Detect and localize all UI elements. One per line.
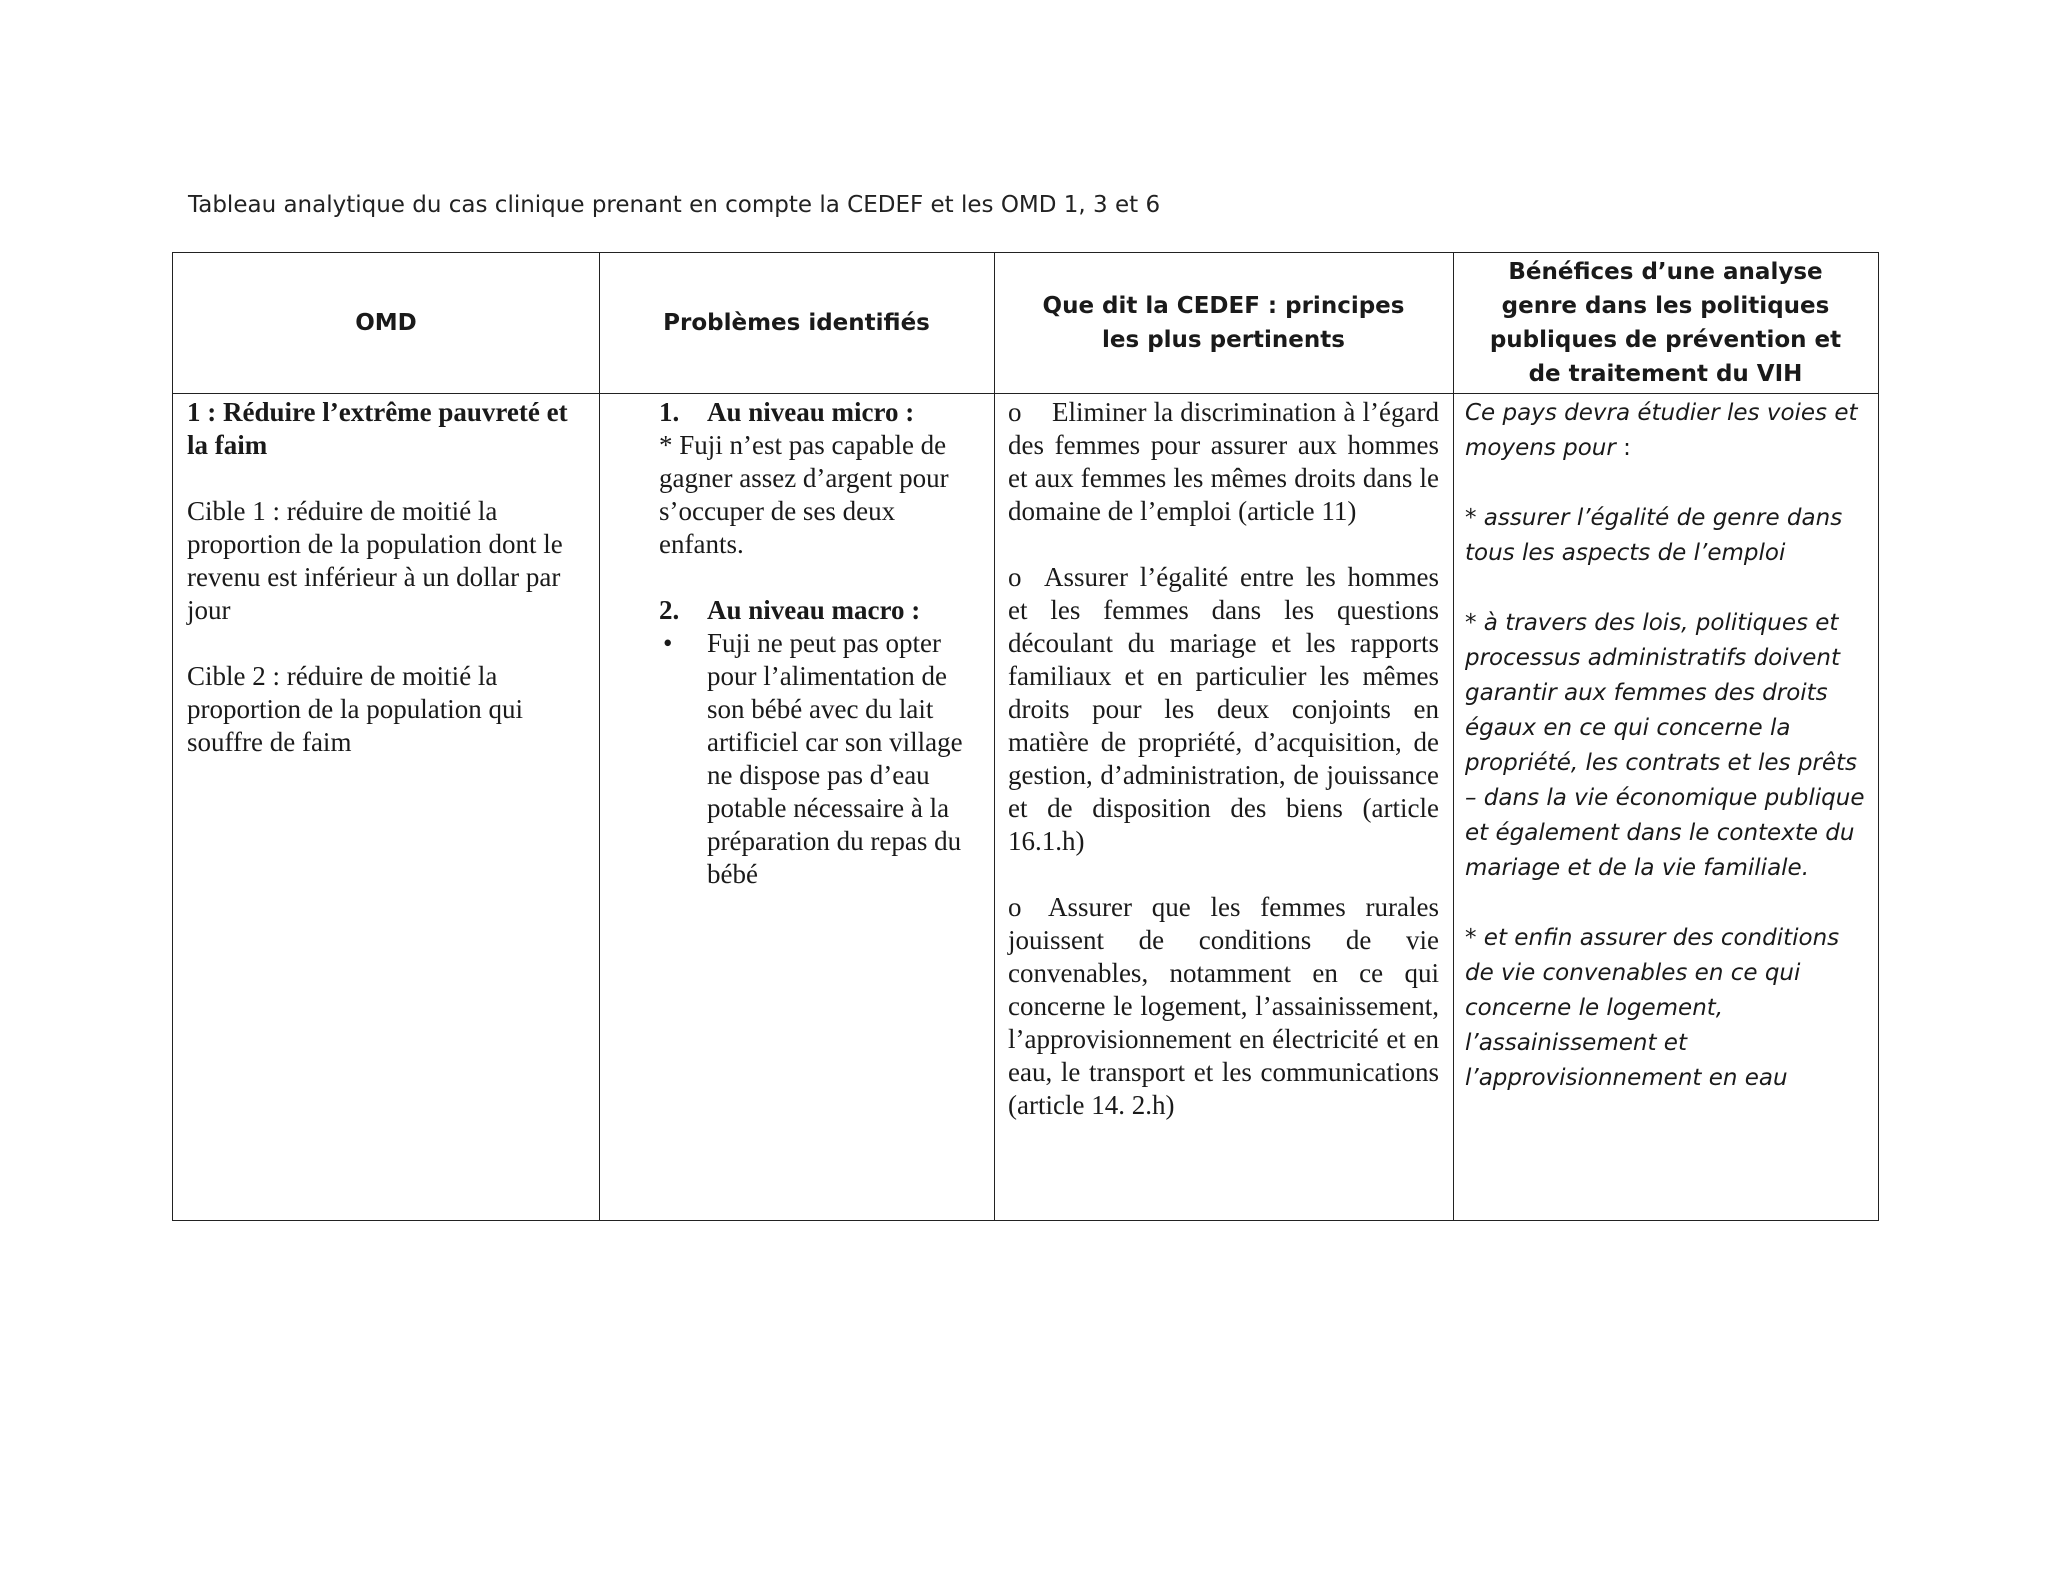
macro-heading xyxy=(659,594,979,627)
header-benefits: Bénéfices d’une analyse genre dans les politiques publiques de prévention et de traitement du VIH xyxy=(1489,259,1842,387)
micro-number: 1. xyxy=(659,397,680,427)
omd-target-2: Cible 2 : réduire de moitié la proportion de la population qui souffre de faim xyxy=(187,661,523,757)
micro-title: Au niveau micro : xyxy=(707,397,915,427)
list-item xyxy=(659,627,979,891)
cell-problems xyxy=(659,396,979,891)
cell-cedef xyxy=(1008,396,1439,1122)
header-problems: Problèmes identifiés xyxy=(663,310,930,336)
header-cedef: Que dit la CEDEF : principes les plus pertinents xyxy=(1042,293,1405,353)
column-divider xyxy=(599,253,600,1220)
omd-target-1: Cible 1 : réduire de moitié la proportion de la population dont le revenu est inférieur à un dollar par jour xyxy=(187,496,563,625)
cedef-principle-1: o Eliminer la discrimination à l’égard des femmes pour assurer aux hommes et aux femmes les mêmes droits dans le domaine de l’emploi (article 11) xyxy=(1008,397,1439,526)
benefit-item-1: * assurer l’égalité de genre dans tous les aspects de l’emploi xyxy=(1465,505,1843,566)
micro-heading xyxy=(659,396,979,429)
header-divider xyxy=(173,393,1878,394)
analysis-table xyxy=(172,252,1879,1221)
circle-bullet-icon: o xyxy=(1008,397,1022,427)
header-omd: OMD xyxy=(355,310,417,336)
column-divider xyxy=(1453,253,1454,1220)
macro-bullet-text: Fuji ne peut pas opter pour l’alimentation de son bébé avec du lait artificiel car son village ne dispose pas d’eau potable nécessaire à la préparation du repas du bébé xyxy=(707,628,963,889)
benefit-item-2: * à travers des lois, politiques et processus administratifs doivent garantir aux femmes des droits égaux en ce qui concerne la propriété, les contrats et les prêts – dans la vie économique publique et également dans le contexte du mariage et de la vie familiale. xyxy=(1465,610,1865,881)
bullet-icon: • xyxy=(663,628,673,658)
benefit-item-3: * et enfin assurer des conditions de vie convenables en ce qui concerne le logement, l’assainissement et l’approvisionnement en eau xyxy=(1465,925,1840,1091)
cedef-principle-2: o Assurer l’égalité entre les hommes et les femmes dans les questions découlant du mariage et les rapports familiaux et en particulier les mêmes droits pour les deux conjoints en matière de propriété, d’acquisition, de gestion, d’administration, de jouissance et de disposition des biens (article 16.1.h) xyxy=(1008,562,1439,856)
circle-bullet-icon: o xyxy=(1008,892,1022,922)
macro-number: 2. xyxy=(659,595,680,625)
omd-title: 1 : Réduire l’extrême pauvreté et la faim xyxy=(187,397,568,460)
table-caption: Tableau analytique du cas clinique prenant en compte la CEDEF et les OMD 1, 3 et 6 xyxy=(188,192,1161,218)
benefits-intro: Ce pays devra étudier les voies et moyens pour : xyxy=(1465,400,1858,461)
macro-title: Au niveau macro : xyxy=(707,595,921,625)
cell-benefits xyxy=(1465,396,1870,1096)
cell-omd xyxy=(187,396,591,759)
micro-text: * Fuji n’est pas capable de gagner assez d’argent pour s’occuper de ses deux enfants. xyxy=(659,430,949,559)
circle-bullet-icon: o xyxy=(1008,562,1022,592)
column-divider xyxy=(994,253,995,1220)
cedef-principle-3: o Assurer que les femmes rurales jouissent de conditions de vie convenables, notamment en ce qui concerne le logement, l’assainissement, l’approvisionnement en électricité et en eau, le transport et les communications (article 14. 2.h) xyxy=(1008,892,1439,1120)
